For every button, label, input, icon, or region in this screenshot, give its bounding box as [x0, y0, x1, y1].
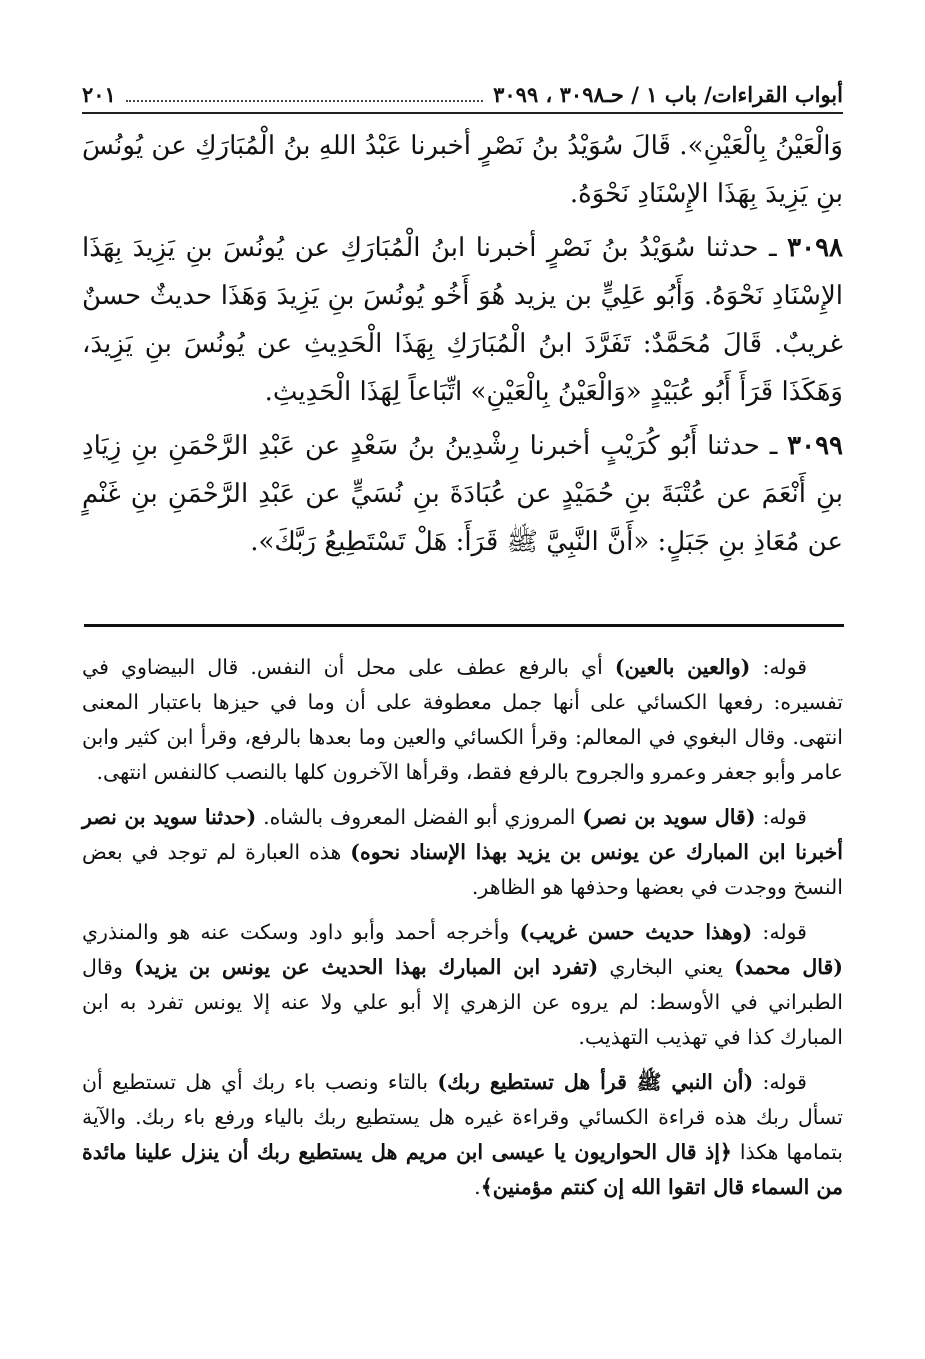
note-quote: (قال سويد بن نصر)	[582, 805, 756, 829]
quran-verse: ﴿إذ قال الحواريون يا عيسى ابن مريم هل يستطيع ربك أن ينزل علينا مائدة من السماء قال اتقوا الله إن كنتم مؤمنين﴾	[82, 1140, 843, 1199]
note-text: هذه العبارة لم توجد في بعض النسخ ووجدت في بعضها وحذفها هو الظاهر.	[82, 840, 843, 899]
footnote-separator	[84, 624, 844, 627]
note-1	[82, 650, 843, 790]
note-text: المروزي أبو الفضل المعروف بالشاه.	[256, 805, 583, 829]
note-quote: (والعين بالعين)	[614, 655, 751, 679]
note-text: وأخرجه أحمد وأبو داود وسكت عنه هو والمنذري	[82, 920, 520, 944]
note-text: بالتاء ونصب باء ربك أي هل تستطيع أن تسأل ربك هذه قراءة الكسائي وقراءة غيره هل يستطيع ربك بالياء ورفع باء ربك. والآية بتمامها هكذا	[82, 1070, 843, 1164]
note-quote: (قال محمد)	[734, 955, 843, 979]
note-text: وقال الطبراني في الأوسط: لم يروه عن الزهري إلا أبو علي ولا عنه إلا يونس تفرد به ابن المبارك كذا في تهذيب التهذيب.	[82, 955, 843, 1049]
note-text: .	[474, 1175, 481, 1199]
note-lead: قوله:	[752, 920, 807, 944]
note-quote: (حدثنا سويد بن نصر أخبرنا ابن المبارك عن يونس بن يزيد بهذا الإسناد نحوه)	[82, 805, 843, 864]
note-quote: (وهذا حديث حسن غريب)	[519, 920, 753, 944]
note-quote: (أن النبي ﷺ قرأ هل تستطيع ربك)	[437, 1070, 754, 1094]
note-3	[82, 915, 843, 1055]
hadith-3098	[82, 224, 843, 416]
hadith-number: ٣٠٩٩	[787, 431, 843, 461]
hadith-number: ٣٠٩٨	[787, 233, 843, 263]
note-text: أي بالرفع عطف على محل أن النفس. قال البيضاوي في تفسيره: رفعها الكسائي على أنها جمل معطوفة على أن وما في حيزها باعتبار المعنى انتهى. وقال البغوي في المعالم: وقرأ الكسائي والعين وما بعدها بالرفع، وقرأ ابن كثير وابن عامر وأبو جعفر وعمرو والجروح بالرفع فقط، وقرأها الآخرون كلها بالنصب كالنفس انتهى.	[82, 655, 843, 784]
note-text: يعني البخاري	[598, 955, 735, 979]
header-dot-leader	[126, 86, 483, 102]
commentary-notes	[82, 650, 843, 1215]
note-lead: قوله:	[753, 1070, 807, 1094]
note-2	[82, 800, 843, 905]
note-lead: قوله:	[755, 805, 807, 829]
paragraph-continuation	[82, 122, 843, 218]
header-title: أبواب القراءات/ باب ١ / حـ٣٠٩٨ ، ٣٠٩٩	[493, 81, 843, 107]
running-header	[82, 76, 843, 114]
hadith-text: ـ حدثنا أَبُو كُرَيْبٍ أخبرنا رِشْدِينُ بنُ سَعْدٍ عن عَبْدِ الرَّحْمَنِ بنِ زِيَادِ بنِ أَنْعَمَ عن عُتْبَةَ بنِ حُمَيْدٍ عن عُبَادَةَ بنِ نُسَيٍّ عن عَبْدِ الرَّحْمَنِ بنِ غَنْمٍ عن مُعَاذِ بنِ جَبَلٍ: «أَنَّ النَّبِيَّ ﷺ قَرَأَ: هَلْ تَسْتَطِيعُ رَبَّكَ».	[82, 431, 843, 557]
paragraph-text: وَالْعَيْنُ بِالْعَيْنِ». قَالَ سُوَيْدُ بنُ نَصْرٍ أخبرنا عَبْدُ اللهِ بنُ الْمُبَارَكِ عن يُونُسَ بنِ يَزِيدَ بِهَذَا الإِسْنَادِ نَحْوَهُ.	[82, 131, 843, 209]
hadith-text: ـ حدثنا سُوَيْدُ بنُ نَصْرٍ أخبرنا ابنُ الْمُبَارَكِ عن يُونُسَ بنِ يَزِيدَ بِهَذَا الإِسْنَادِ نَحْوَهُ. وَأَبُو عَلِيٍّ بن يزيد هُوَ أَخُو يُونُسَ بنِ يَزِيدَ وَهَذَا حديثٌ حسنٌ غريبٌ. قَالَ مُحَمَّدٌ: تَفَرَّدَ ابنُ الْمُبَارَكِ بِهَذَا الْحَدِيثِ عن يُونُسَ بنِ يَزِيدَ، وَهَكَذَا قَرَأَ أَبُو عُبَيْدٍ «وَالْعَيْنُ بِالْعَيْنِ» اتِّبَاعاً لِهَذَا الْحَدِيثِ.	[82, 233, 843, 407]
note-lead: قوله:	[750, 655, 807, 679]
page-number: ٢٠١	[82, 81, 116, 107]
main-text	[82, 122, 843, 572]
hadith-3099	[82, 422, 843, 566]
note-4	[82, 1065, 843, 1205]
note-quote: (تفرد ابن المبارك بهذا الحديث عن يونس بن يزيد)	[133, 955, 599, 979]
